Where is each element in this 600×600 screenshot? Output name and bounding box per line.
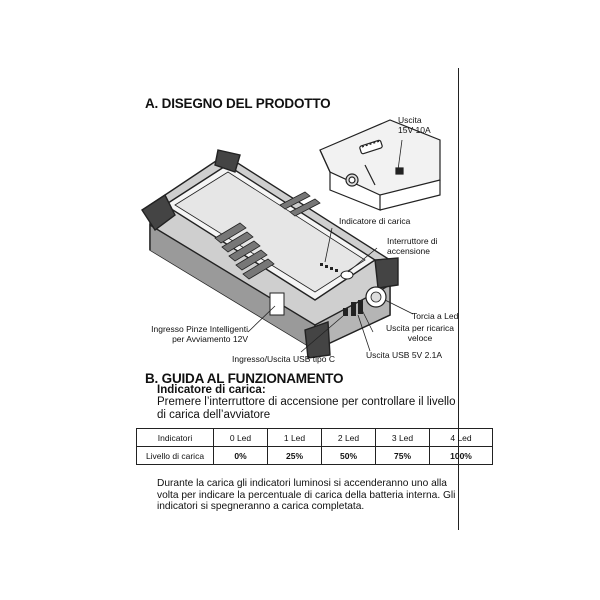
table-row [137, 429, 493, 447]
label-usb-5v-output: Uscita USB 5V 2.1A [366, 350, 443, 360]
label-fast-charge-output: Uscita per ricarica veloce [385, 323, 455, 343]
clamp-port [270, 293, 284, 315]
table-cell: 4 Led [430, 429, 493, 447]
section-b-subtitle: Indicatore di carica: [157, 384, 266, 396]
table-row-header: Livello di carica [137, 447, 214, 465]
label-led-torch: Torcia a Led [412, 311, 459, 321]
table-cell: 50% [322, 447, 376, 465]
table-cell: 0% [214, 447, 268, 465]
table-cell: 3 Led [376, 429, 430, 447]
power-switch [341, 271, 353, 279]
usb-port-5v [358, 300, 363, 314]
usb-c-port [343, 308, 348, 316]
table-cell: 100% [430, 447, 493, 465]
label-power-switch: Interruttore di accensione [387, 236, 438, 256]
section-a-title: A. DISEGNO DEL PRODOTTO [145, 96, 331, 111]
charging-note: Durante la carica gli indicatori luminosi si accenderanno uno alla volta per indicare la percentuale di carica della batteria interna. Gli indicatori si spegneranno a carica completata. [157, 478, 456, 512]
usb-port-fast [351, 302, 356, 316]
label-usb-c: Ingresso/Uscita USB tipo C [232, 354, 335, 364]
section-b-description: Premere l’interruttore di accensione per controllare il livello di carica dell’avviatore [157, 396, 456, 421]
table-cell: 75% [376, 447, 430, 465]
table-cell: 2 Led [322, 429, 376, 447]
label-clamps-input: Ingresso Pinze Intelligenti per Avviamento 12V [151, 324, 248, 344]
section-b-title: B. GUIDA AL FUNZIONAMENTO [145, 371, 344, 386]
label-output-15v: Uscita 15V 10A [398, 115, 431, 135]
table-row-header: Indicatori [137, 429, 214, 447]
table-cell: 1 Led [268, 429, 322, 447]
table-row [137, 447, 493, 465]
table-cell: 25% [268, 447, 322, 465]
table-cell: 0 Led [214, 429, 268, 447]
label-charge-indicator: Indicatore di carica [339, 216, 411, 226]
charge-level-table [136, 428, 493, 465]
